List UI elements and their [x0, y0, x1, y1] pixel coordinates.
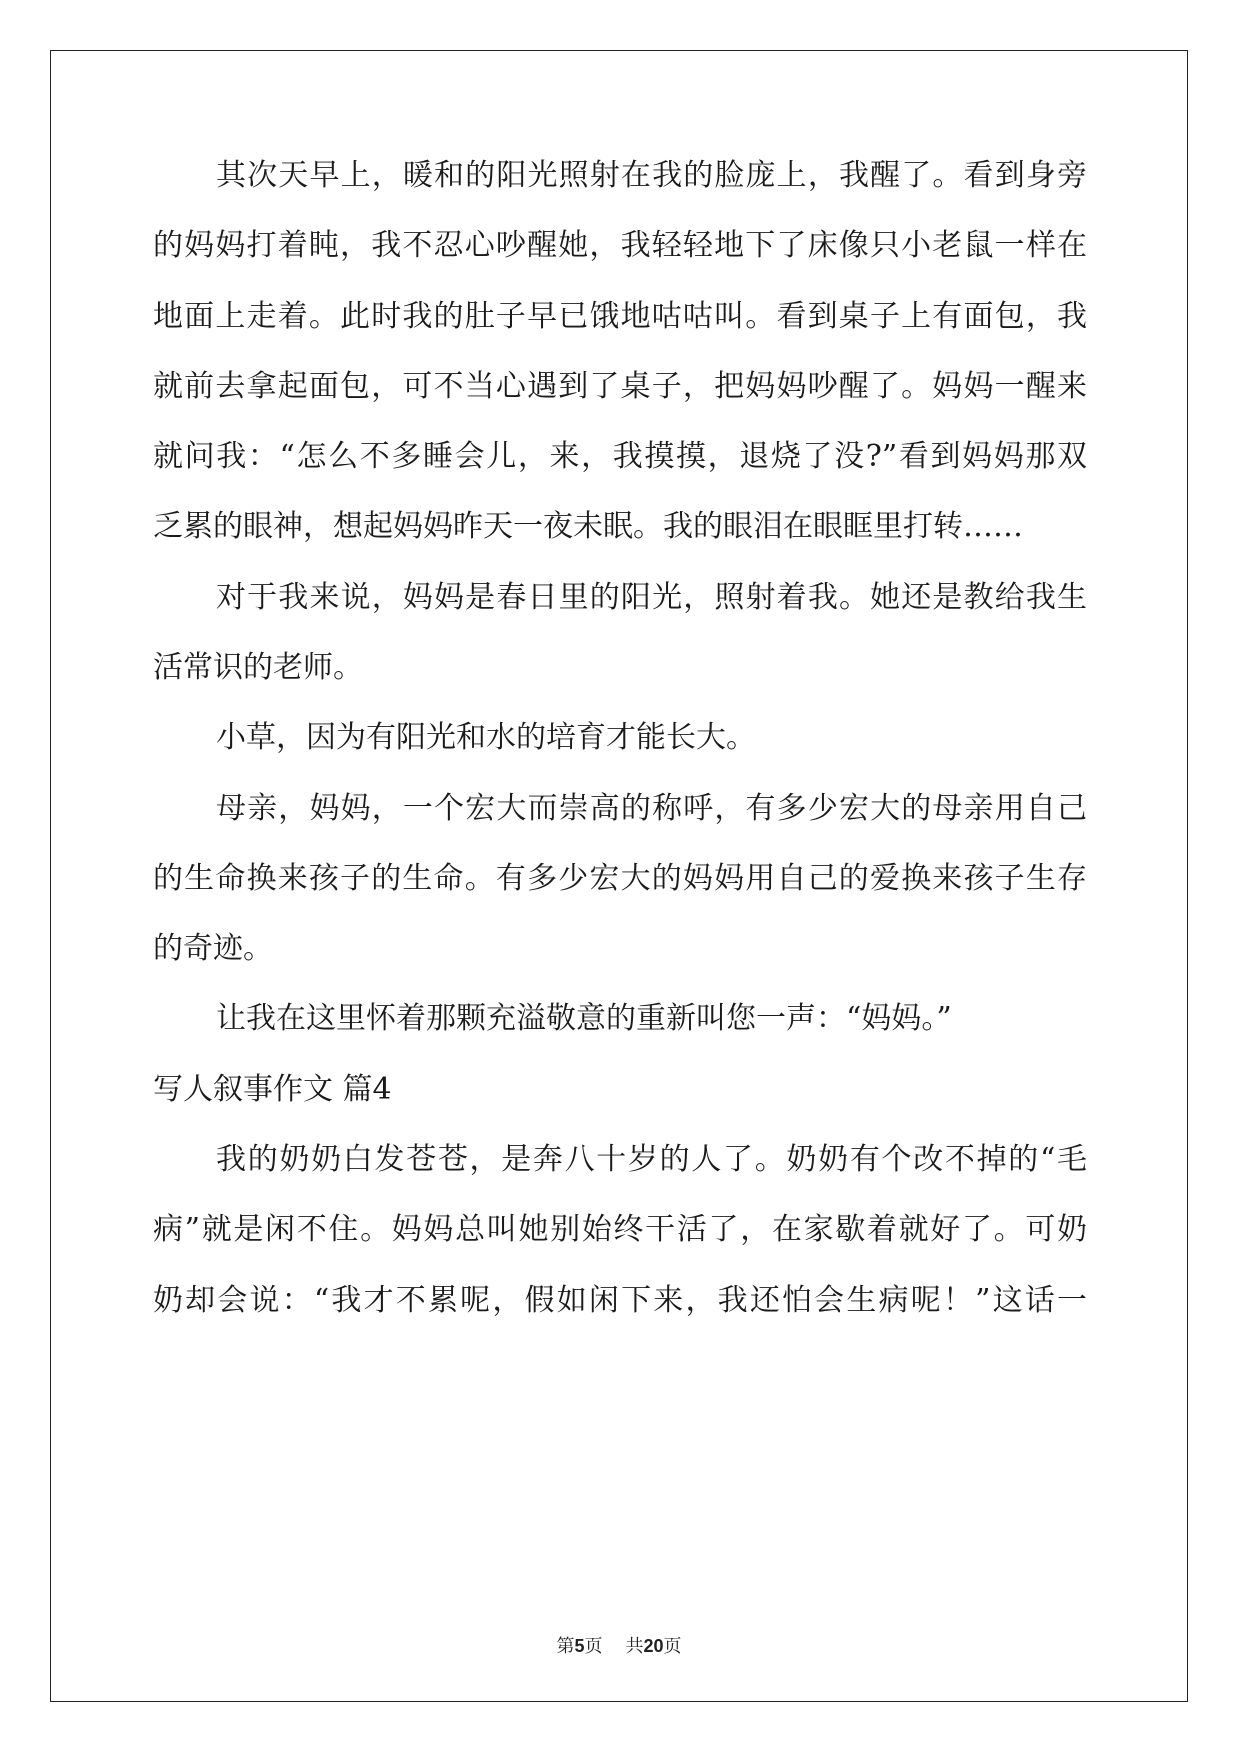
footer-page-prefix: 第 — [556, 1636, 575, 1657]
paragraph-line: 的妈妈打着盹，我不忍心吵醒她，我轻轻地下了床像只小老鼠一样在 — [153, 228, 1087, 263]
paragraph-line: 让我在这里怀着那颗充溢敬意的重新叫您一声：“妈妈。” — [216, 1001, 952, 1036]
footer-page-number: 5 — [574, 1636, 585, 1656]
document-body — [51, 51, 1187, 1701]
paragraph-line: 地面上走着。此时我的肚子早已饿地咕咕叫。看到桌子上有面包，我 — [153, 299, 1087, 334]
paragraph-line: 乏累的眼神，想起妈妈昨天一夜未眠。我的眼泪在眼眶里打转…… — [153, 509, 1023, 544]
paragraph-line: 活常识的老师。 — [153, 650, 363, 685]
footer-total-suffix: 页 — [663, 1636, 682, 1657]
document-page — [50, 50, 1188, 1702]
paragraph-line: 就问我：“怎么不多睡会儿，来，我摸摸，退烧了没?”看到妈妈那双 — [153, 439, 1087, 474]
paragraph-line: 小草，因为有阳光和水的培育才能长大。 — [216, 720, 756, 755]
paragraph-line: 的奇迹。 — [153, 931, 273, 966]
paragraph-line: 病”就是闲不住。妈妈总叫她别始终干活了，在家歇着就好了。可奶 — [153, 1212, 1087, 1247]
footer-total-prefix: 共 — [625, 1636, 644, 1657]
paragraph-line: 母亲，妈妈，一个宏大而崇高的称呼，有多少宏大的母亲用自己 — [216, 791, 1087, 826]
paragraph-line: 对于我来说，妈妈是春日里的阳光，照射着我。她还是教给我生 — [216, 580, 1087, 615]
paragraph-line: 我的奶奶白发苍苍，是奔八十岁的人了。奶奶有个改不掉的“毛 — [216, 1142, 1087, 1177]
page-footer — [51, 1632, 1187, 1658]
paragraph-line: 其次天早上，暖和的阳光照射在我的脸庞上，我醒了。看到身旁 — [216, 158, 1087, 193]
paragraph-line: 就前去拿起面包，可不当心遇到了桌子，把妈妈吵醒了。妈妈一醒来 — [153, 369, 1087, 404]
paragraph-line: 的生命换来孩子的生命。有多少宏大的妈妈用自己的爱换来孩子生存 — [153, 861, 1087, 896]
footer-total-pages: 20 — [643, 1636, 664, 1656]
paragraph-line: 奶却会说：“我才不累呢，假如闲下来，我还怕会生病呢！”这话一 — [153, 1283, 1087, 1318]
footer-page-suffix: 页 — [584, 1636, 603, 1657]
section-heading: 写人叙事作文 篇4 — [153, 1072, 392, 1107]
